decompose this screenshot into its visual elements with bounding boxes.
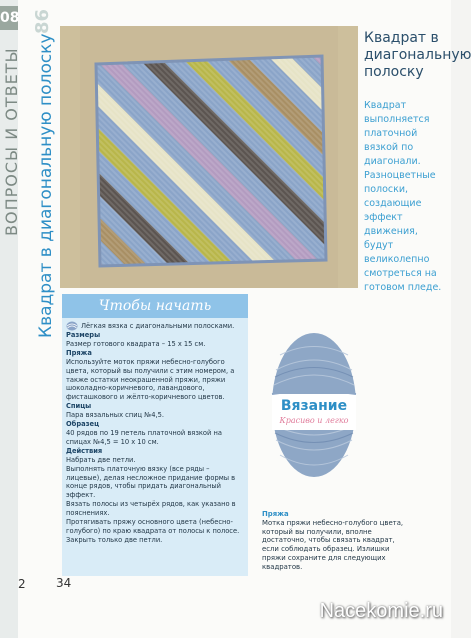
getting-started-panel bbox=[62, 294, 248, 576]
section-title: Квадрат в диагональную полоску bbox=[36, 33, 56, 338]
sidebar-number: 08 bbox=[0, 6, 18, 30]
difficulty-tip bbox=[66, 321, 246, 331]
needles-text: Пара вязальных спиц №4,5. bbox=[66, 411, 164, 420]
edge-number: 2 bbox=[18, 577, 26, 591]
yarn-ball-icon bbox=[66, 321, 78, 331]
page-number: 34 bbox=[56, 576, 72, 590]
knitted-square-photo bbox=[60, 26, 358, 288]
sizes-heading: Размеры bbox=[66, 331, 101, 339]
action-step: Протягивать пряжу основного цвета (небесно-голубого) по краю квадрата от полосы к полосе. bbox=[66, 518, 240, 535]
topic-number: 86 bbox=[32, 8, 53, 34]
watermark: Nacekomie.ru bbox=[319, 600, 443, 622]
yarn-brand: Вязание bbox=[280, 398, 348, 414]
article-intro: Квадрат выполняется платочной вязкой по диагонали. Разноцветные полоски, создающие эффект движения, будут великолепно смотреться на готовом пледе. bbox=[364, 100, 442, 293]
panel-body bbox=[66, 321, 246, 545]
actions-heading: Действия bbox=[66, 446, 103, 455]
action-step: Набрать две петли. bbox=[66, 455, 136, 464]
action-step: Вязать полосы из четырёх рядов, как указано в пояснениях. bbox=[66, 500, 236, 518]
sizes-text: Размер готового квадрата – 15 х 15 см. bbox=[66, 339, 206, 348]
yarn-tagline: Красиво и легко bbox=[279, 416, 349, 425]
yarn-caption-heading: Пряжа bbox=[262, 510, 289, 518]
gauge-heading: Образец bbox=[66, 420, 100, 429]
panel-title: Чтобы начать bbox=[62, 294, 248, 318]
yarn-caption bbox=[262, 510, 412, 572]
yarn-ball-image bbox=[270, 330, 358, 480]
action-step: Выполнять платочную вязку (все ряды – лицевые), делая несложное придание формы в конце рядов, чтобы придать диагональный эффект. bbox=[66, 464, 236, 500]
gauge-text: 40 рядов по 19 петель платочной вязкой на спицах №4,5 = 10 х 10 см. bbox=[66, 428, 222, 446]
action-step: Закрыть только две петли. bbox=[66, 535, 163, 544]
article-heading: Квадрат в диагональную полоску bbox=[364, 30, 471, 80]
sidebar-label: ВОПРОСЫ И ОТВЕТЫ bbox=[2, 47, 21, 236]
yarn-heading: Пряжа bbox=[66, 348, 92, 357]
yarn-caption-text: Мотка пряжи небесно-голубого цвета, который вы получили, вполне достаточно, чтобы связать квадрат, если соблюдать образец. Излишки пряжи сохраните для следующих квадратов. bbox=[262, 518, 404, 571]
yarn-text: Используйте моток пряжи небесно-голубого цвета, который вы получили с этим номером, а также остатки неокрашенной пряжи, пряжи шоколадно-коричневого, лавандового, фисташкового и жёлто-коричневого цветов. bbox=[66, 357, 235, 402]
needles-heading: Спицы bbox=[66, 402, 92, 411]
tip-text: Лёгкая вязка с диагональными полосками. bbox=[81, 321, 235, 330]
